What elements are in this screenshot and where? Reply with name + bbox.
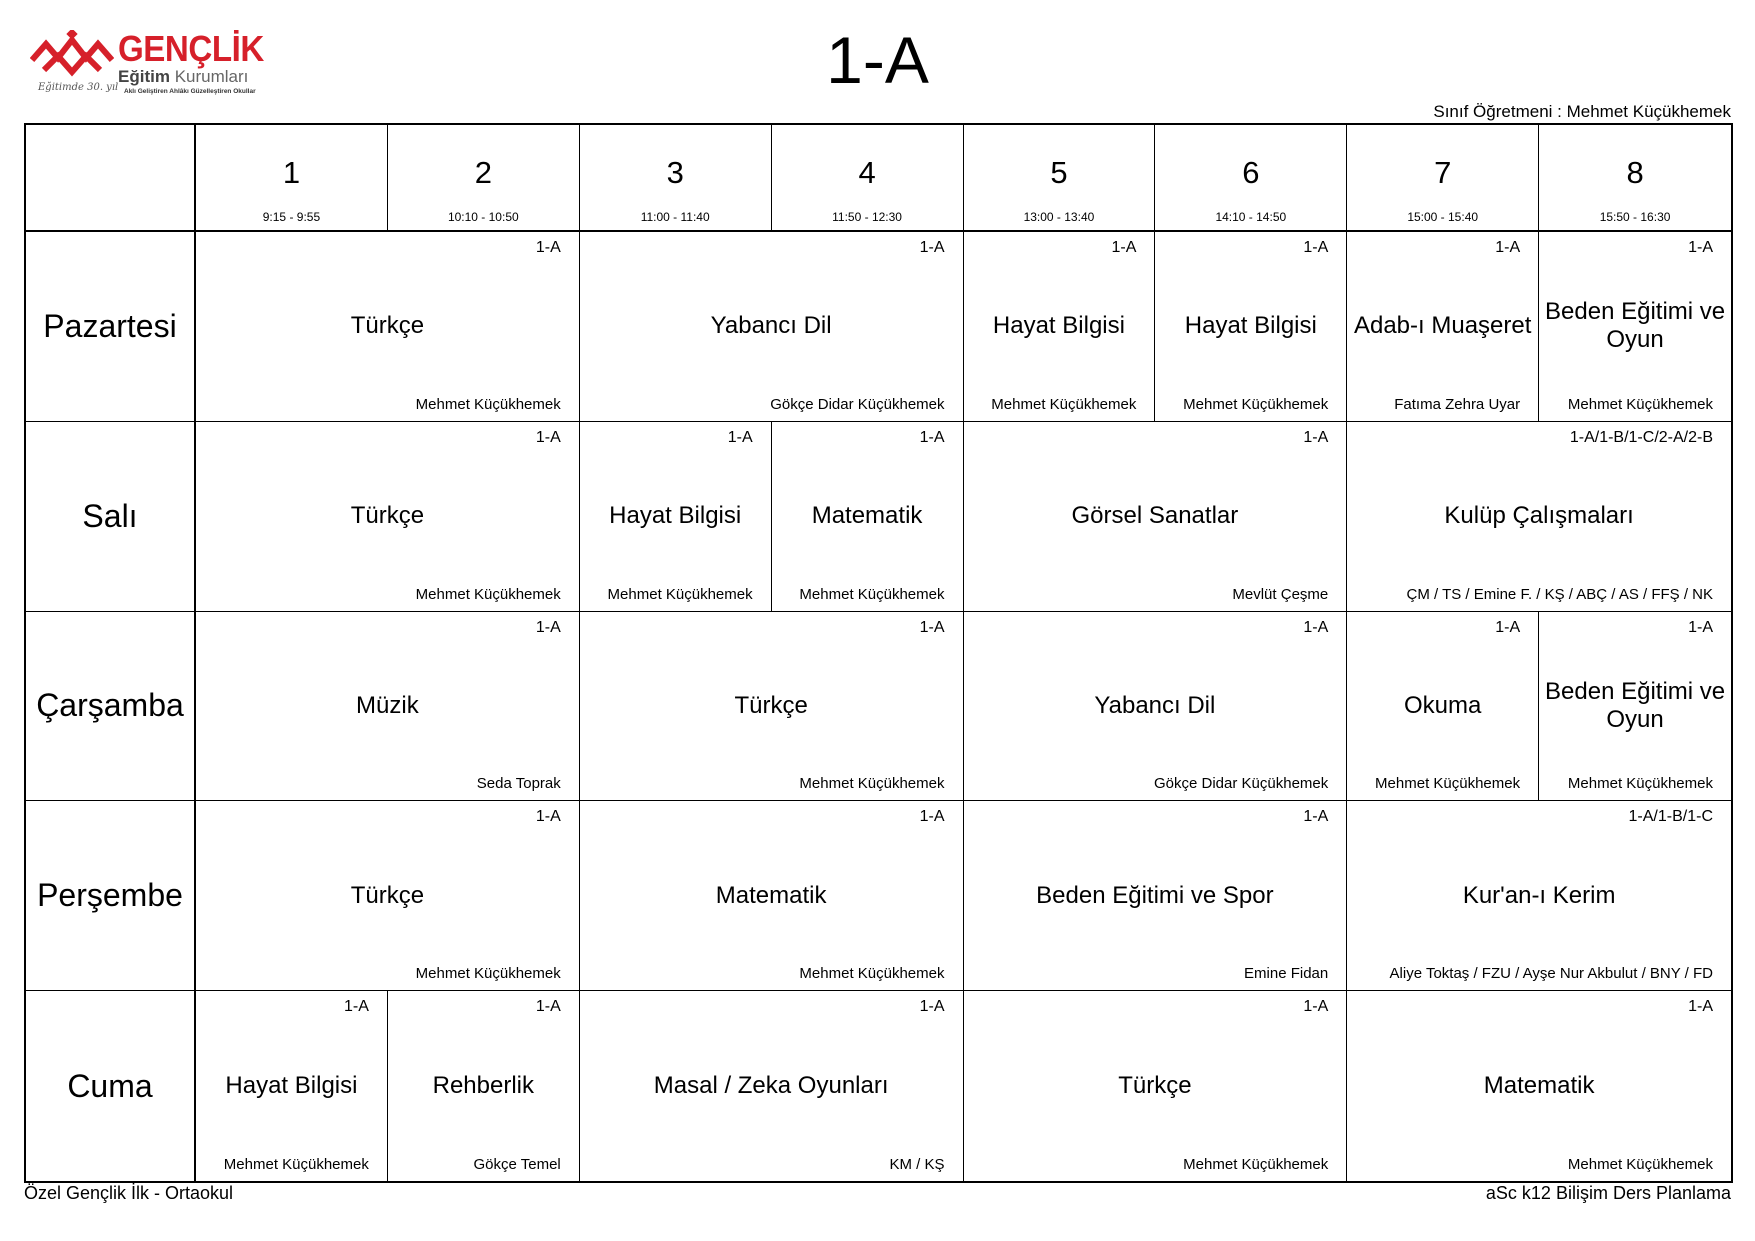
- lesson-subject: Beden Eğitimi ve Spor: [1036, 881, 1274, 909]
- period-time: 10:10 - 10:50: [447, 210, 519, 224]
- period-time: 14:10 - 14:50: [1215, 210, 1287, 224]
- lesson-cell: [580, 422, 772, 612]
- lesson-class: 1-A: [1303, 428, 1329, 446]
- lesson-class: 1-A: [919, 808, 945, 826]
- lesson-subject: Hayat Bilgisi: [992, 312, 1125, 340]
- lesson-teacher: Mehmet Küçükhemek: [1567, 775, 1713, 793]
- day-label: [26, 422, 196, 612]
- period-number: 8: [1626, 155, 1644, 190]
- lesson-subject: Matematik: [715, 881, 827, 909]
- lesson-class: 1-A: [1111, 239, 1137, 256]
- lesson-teacher: Mehmet Küçükhemek: [223, 1156, 369, 1173]
- lesson-subject: Hayat Bilgisi: [225, 1072, 358, 1100]
- lesson-class: 1-A: [1688, 998, 1713, 1016]
- lesson-cell: [388, 991, 580, 1181]
- period-time: 11:00 - 11:40: [640, 210, 710, 224]
- day-label: [26, 232, 196, 422]
- lesson-class: 1-A: [535, 239, 561, 256]
- period-header: [388, 125, 580, 232]
- lesson-cell: [1539, 612, 1731, 802]
- lesson-teacher: Gökçe Didar Küçükhemek: [1154, 775, 1329, 793]
- lesson-teacher: Mehmet Küçükhemek: [799, 585, 945, 603]
- lesson-teacher: Mehmet Küçükhemek: [1183, 395, 1329, 413]
- lesson-cell: [196, 612, 580, 802]
- day-label: [26, 801, 196, 991]
- period-time: 15:50 - 16:30: [1599, 210, 1671, 224]
- period-time: 15:00 - 15:40: [1407, 210, 1479, 224]
- lesson-cell: [1347, 232, 1539, 422]
- lesson-subject: Müzik: [356, 691, 419, 719]
- lesson-class: 1-A: [919, 239, 945, 256]
- lesson-class: 1-A: [535, 808, 561, 826]
- lesson-subject: Kur'an-ı Kerim: [1462, 881, 1616, 909]
- lesson-class: 1-A: [535, 618, 561, 636]
- lesson-subject: Hayat Bilgisi: [1184, 312, 1317, 340]
- lesson-teacher: Mehmet Küçükhemek: [1375, 775, 1521, 793]
- lesson-class: 1-A: [919, 428, 945, 446]
- lesson-teacher: Mehmet Küçükhemek: [415, 965, 561, 983]
- period-header: [1539, 125, 1731, 232]
- lesson-class: 1-A: [1495, 618, 1521, 636]
- day-label: [26, 612, 196, 802]
- footer-software: aSc k12 Bilişim Ders Planlama: [1485, 1183, 1731, 1203]
- day-label: [26, 991, 196, 1181]
- lesson-subject: Türkçe: [350, 881, 425, 909]
- lesson-teacher: Mehmet Küçükhemek: [607, 585, 753, 603]
- lesson-teacher: Mehmet Küçükhemek: [991, 395, 1137, 413]
- lesson-subject: Türkçe: [1118, 1072, 1192, 1100]
- lesson-subject: Adab-ı Muaşeret: [1353, 312, 1532, 340]
- lesson-cell: [1347, 422, 1731, 612]
- class-teacher: Sınıf Öğretmeni : Mehmet Küçükhemek: [1433, 102, 1731, 121]
- lesson-cell: [772, 422, 964, 612]
- lesson-cell: [1347, 801, 1731, 991]
- lesson-teacher: Seda Toprak: [476, 775, 561, 793]
- timetable-grid: [24, 123, 1733, 1183]
- lesson-subject: Yabancı Dil: [710, 312, 832, 340]
- lesson-cell: [580, 232, 964, 422]
- lesson-class: 1-A: [1303, 998, 1329, 1016]
- lesson-cell: [580, 801, 964, 991]
- lesson-subject: Matematik: [811, 502, 923, 530]
- day-name: Çarşamba: [36, 687, 184, 724]
- lesson-subject: Türkçe: [734, 691, 808, 719]
- day-name: Cuma: [67, 1067, 153, 1104]
- lesson-teacher: Mehmet Küçükhemek: [799, 775, 945, 793]
- lesson-teacher: Gökçe Temel: [473, 1156, 561, 1173]
- lesson-class: 1-A: [727, 428, 753, 446]
- period-time: 11:50 - 12:30: [832, 210, 902, 224]
- lesson-subject: Matematik: [1483, 1072, 1595, 1100]
- lesson-subject: Beden Eğitimi ve Oyun: [1545, 677, 1726, 733]
- lesson-teacher: Mehmet Küçükhemek: [799, 965, 945, 983]
- lesson-cell: [1155, 232, 1347, 422]
- lesson-class: 1-A/1-B/1-C/2-A/2-B: [1569, 428, 1713, 446]
- lesson-teacher: Aliye Toktaş / FZU / Ayşe Nur Akbulut / BNY / FD: [1389, 965, 1713, 983]
- lesson-class: 1-A: [1303, 808, 1329, 826]
- lesson-class: 1-A: [535, 998, 561, 1016]
- period-header: [580, 125, 772, 232]
- lesson-cell: [196, 232, 580, 422]
- lesson-subject: Türkçe: [350, 312, 425, 340]
- period-number: 4: [858, 155, 876, 190]
- lesson-teacher: Mehmet Küçükhemek: [415, 395, 561, 413]
- lesson-class: 1-A: [1303, 618, 1329, 636]
- lesson-cell: [1347, 612, 1539, 802]
- lesson-class: 1-A: [1688, 239, 1713, 256]
- lesson-class: 1-A: [1303, 239, 1329, 256]
- lesson-teacher: KM / KŞ: [889, 1156, 945, 1173]
- lesson-teacher: Mehmet Küçükhemek: [415, 585, 561, 603]
- lesson-subject: Hayat Bilgisi: [609, 502, 742, 530]
- lesson-class: 1-A: [1495, 239, 1521, 256]
- lesson-teacher: Fatıma Zehra Uyar: [1394, 395, 1521, 413]
- lesson-cell: [196, 422, 580, 612]
- lesson-class: 1-A: [535, 428, 561, 446]
- logo-subtitle: Eğitim Kurumları: [118, 67, 249, 86]
- period-header: [1155, 125, 1347, 232]
- lesson-class: 1-A: [919, 998, 945, 1016]
- lesson-subject: Yabancı Dil: [1094, 691, 1216, 719]
- page-title: 1-A: [826, 23, 929, 97]
- lesson-teacher: Mevlüt Çeşme: [1232, 585, 1329, 603]
- lesson-cell: [580, 991, 964, 1181]
- day-name: Pazartesi: [43, 307, 177, 344]
- lesson-teacher: Emine Fidan: [1244, 965, 1329, 983]
- lesson-cell: [1347, 991, 1731, 1181]
- lesson-teacher: Mehmet Küçükhemek: [1183, 1156, 1329, 1173]
- period-header: [196, 125, 388, 232]
- period-time: 13:00 - 13:40: [1023, 210, 1095, 224]
- lesson-subject: Görsel Sanatlar: [1071, 502, 1239, 530]
- period-number: 3: [666, 155, 684, 190]
- lesson-subject: Türkçe: [350, 502, 425, 530]
- period-number: 5: [1050, 155, 1068, 190]
- lesson-cell: [1539, 232, 1731, 422]
- lesson-subject: Kulüp Çalışmaları: [1444, 502, 1634, 530]
- lesson-subject: Beden Eğitimi ve Oyun: [1545, 298, 1726, 354]
- period-number: 1: [282, 155, 301, 190]
- logo-motto: Aklı Geliştiren Ahlâkı Güzelleştiren Okullar: [124, 88, 256, 95]
- period-number: 2: [474, 155, 492, 190]
- lesson-class: 1-A: [1688, 618, 1713, 636]
- corner-cell: [26, 125, 196, 232]
- period-number: 7: [1434, 155, 1452, 190]
- period-number: 6: [1242, 155, 1260, 190]
- period-header: [964, 125, 1156, 232]
- lesson-cell: [964, 612, 1348, 802]
- lesson-cell: [196, 991, 388, 1181]
- lesson-class: 1-A/1-B/1-C: [1628, 808, 1713, 826]
- lesson-subject: Rehberlik: [432, 1072, 534, 1100]
- lesson-subject: Okuma: [1404, 691, 1482, 719]
- lesson-class: 1-A: [919, 618, 945, 636]
- logo-brand: GENÇLİK: [118, 28, 264, 69]
- lesson-cell: [964, 232, 1156, 422]
- day-name: Perşembe: [37, 877, 183, 914]
- lesson-class: 1-A: [343, 998, 369, 1016]
- lesson-subject: Masal / Zeka Oyunları: [653, 1072, 889, 1100]
- lesson-teacher: ÇM / TS / Emine F. / KŞ / ABÇ / AS / FFŞ / NK: [1406, 585, 1713, 603]
- logo-since: Eğitimde 30. yıl: [38, 82, 119, 93]
- lesson-teacher: Mehmet Küçükhemek: [1567, 1156, 1713, 1173]
- period-header: [772, 125, 964, 232]
- lesson-cell: [580, 612, 964, 802]
- footer-school: Özel Gençlik İlk - Ortaokul: [24, 1183, 234, 1203]
- day-name: Salı: [82, 497, 138, 534]
- lesson-teacher: Mehmet Küçükhemek: [1567, 395, 1713, 413]
- period-time: 9:15 - 9:55: [262, 210, 321, 224]
- lesson-cell: [964, 422, 1348, 612]
- lesson-cell: [964, 991, 1348, 1181]
- lesson-cell: [964, 801, 1348, 991]
- lesson-teacher: Gökçe Didar Küçükhemek: [770, 395, 945, 413]
- period-header: [1347, 125, 1539, 232]
- lesson-cell: [196, 801, 580, 991]
